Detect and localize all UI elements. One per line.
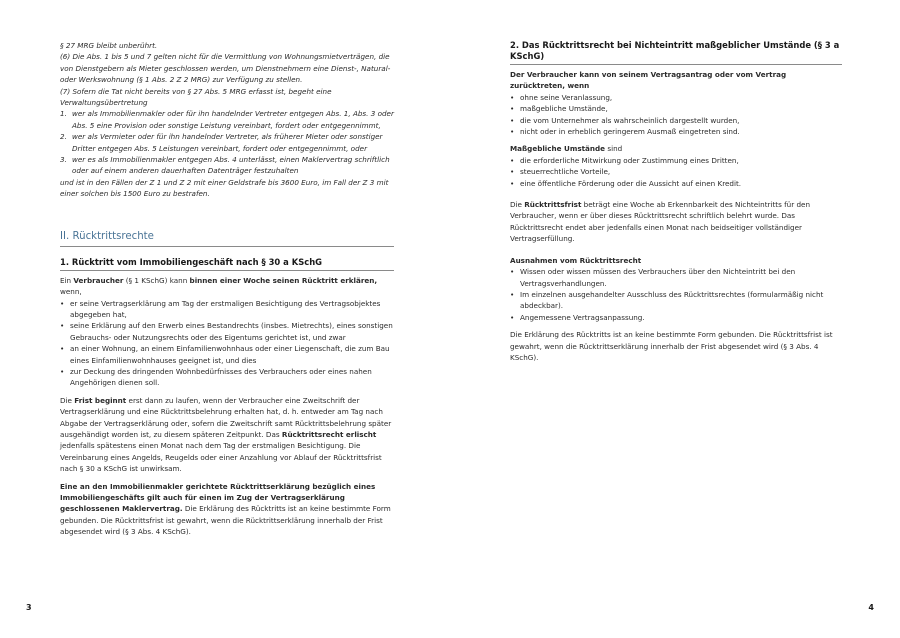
- list-item: • nicht oder in erheblich geringerem Ausmaß eingetreten sind.: [510, 127, 740, 137]
- bullet-icon: •: [510, 127, 515, 137]
- statute-excerpt: [60, 40, 394, 200]
- list-item: • die vom Unternehmer als wahrscheinlich dargestellt wurden,: [510, 115, 740, 125]
- subsection-title: 2. Das Rücktrittsrecht bei Nichteintritt maßgeblicher Umstände (§ 3 a KSchG): [510, 40, 842, 65]
- list-item: • Im einzelnen ausgehandelter Ausschluss des Rücktrittsrechtes (formularmäßig nicht abdeckbar).: [510, 289, 824, 311]
- bullet-icon: •: [510, 167, 515, 177]
- right-page: [450, 0, 900, 638]
- statute-line: (6) Die Abs. 1 bis 5 und 7 gelten nicht für die Vermittlung von Wohnungsmietverträgen, die von Dienstgebern als Mieter geschlossen werden, um Dienstnehmern eine Dienst-, Natural- oder Werkswohnung (§ 1 Abs. 2 Z 2 MRG) zur Verfügung zu stellen.: [60, 52, 391, 85]
- list-item: • steuerrechtliche Vorteile,: [510, 167, 611, 177]
- bullet-icon: •: [510, 267, 515, 277]
- list-item: • Wissen oder wissen müssen des Verbrauchers über den Nichteintritt bei den Vertragsverhandlungen.: [510, 267, 796, 288]
- exceptions-list: [510, 266, 842, 323]
- statute-line: und ist in den Fällen der Z 1 und Z 2 mit einer Geldstrafe bis 3600 Euro, im Fall der Z 3 mit einer solchen bis 1500 Euro zu bestrafen.: [60, 177, 389, 199]
- bullet-icon: •: [510, 115, 515, 125]
- bullet-icon: •: [60, 366, 65, 376]
- list-item: • eine öffentliche Förderung oder die Aussicht auf einen Kredit.: [510, 178, 742, 188]
- bullet-icon: •: [60, 321, 65, 331]
- bullet-icon: •: [510, 312, 515, 322]
- exceptions-heading: Ausnahmen vom Rücktrittsrecht: [510, 255, 642, 265]
- page-number: 4: [868, 603, 874, 612]
- lead-paragraph: Der Verbraucher kann von seinem Vertragsantrag oder vom Vertrag zurücktreten, wenn: [510, 70, 787, 91]
- list-item: • die erforderliche Mitwirkung oder Zustimmung eines Dritten,: [510, 155, 739, 165]
- list-item: • an einer Wohnung, an einem Einfamilienwohnhaus oder einer Liegenschaft, die zum Bau eines Einfamilienwohnhauses geeignet ist, und dies: [60, 344, 390, 365]
- conditions-list: [510, 92, 842, 138]
- statute-line: (7) Sofern die Tat nicht bereits von § 27 Abs. 5 MRG erfasst ist, begeht eine Verwaltungsübertretung: [60, 86, 332, 108]
- statute-item: 2. wer als Vermieter oder für ihn handelnder Vertreter, als früherer Mieter oder sonstiger Dritter entgegen Abs. 5 Leistungen vereinbart, fordert oder entgegennimmt, oder: [60, 132, 383, 153]
- closing-paragraph: Die Erklärung des Rücktritts ist an keine bestimmte Form gebunden. Die Rücktrittsfrist ist gewahrt, wenn die Rücktrittserklärung innerhalb der Frist abgesendet wird (§ 3 Abs. 4 KSchG).: [510, 330, 833, 362]
- conditions-list: [60, 298, 394, 389]
- page-number: 3: [26, 603, 32, 612]
- list-item: • seine Erklärung auf den Erwerb eines Bestandrechts (insbes. Mietrechts), eines sonstigen Gebrauchs- oder Nutzungsrechts oder des Eigentums gerichtet ist, und zwar: [60, 321, 393, 342]
- statute-item: 1. wer als Immobilienmakler oder für ihn handelnder Vertreter entgegen Abs. 1, Abs. 3 oder Abs. 5 eine Provision oder sonstige Leistung vereinbart, fordert oder entgegennimmt,: [60, 109, 394, 130]
- bullet-icon: •: [510, 155, 515, 165]
- bullet-icon: •: [60, 344, 65, 354]
- list-item: • zur Deckung des dringenden Wohnbedürfnisses des Verbrauchers oder eines nahen Angehörigen dienen soll.: [60, 366, 372, 388]
- statute-item: 3. wer es als Immobilienmakler entgegen Abs. 4 unterlässt, einen Maklervertrag schriftlich oder auf einem anderen dauerhaften Datenträger festzuhalten: [60, 155, 390, 176]
- left-column: [60, 40, 394, 538]
- circumstances-lead: Maßgebliche Umstände sind: [510, 144, 623, 154]
- bullet-icon: •: [510, 178, 515, 188]
- deadline-paragraph: Die Frist beginnt erst dann zu laufen, wenn der Verbraucher eine Zweitschrift der Vertragserklärung und eine Rücktrittsbelehrung erhalten hat, d. h. entweder am Tag nach Abgabe der Vertragserklärung oder, sofern die Zweitschrift samt Rücktrittsbelehrung später ausgehändigt worden ist, zu diesem späteren Zeitpunkt. Das Rücktrittsrecht erlischt jedenfalls spätestens einen Monat nach dem Tag der erstmaligen Besichtigung. Die Vereinbarung eines Angelds, Reugelds oder einer Anzahlung vor Ablauf der Rücktrittsfrist nach § 30 a KSchG ist unwirksam.: [60, 395, 392, 474]
- bullet-icon: •: [510, 289, 515, 299]
- bullet-icon: •: [510, 92, 515, 102]
- broker-paragraph: Eine an den Immobilienmakler gerichtete Rücktrittserklärung bezüglich eines Immobiliengeschäfts gilt auch für einen im Zug der Vertragserklärung geschlossenen Maklervertrag. Die Erklärung des Rücktritts ist an keine bestimmte Form gebunden. Die Rücktrittsfrist ist gewahrt, wenn die Rücktrittserklärung innerhalb der Frist abgesendet wird (§ 3 Abs. 4 KSchG).: [60, 481, 391, 537]
- statute-line: § 27 MRG bleibt unberührt.: [60, 41, 158, 50]
- list-item: • er seine Vertragserklärung am Tag der erstmaligen Besichtigung des Vertragsobjektes abgegeben hat,: [60, 298, 381, 319]
- circumstances-list: [510, 155, 842, 189]
- list-item: • maßgebliche Umstände,: [510, 104, 608, 114]
- bullet-icon: •: [60, 298, 65, 308]
- right-column: [510, 40, 842, 363]
- subsection-title: 1. Rücktritt vom Immobiliengeschäft nach § 30 a KSchG: [60, 257, 394, 271]
- intro-paragraph: Ein Verbraucher (§ 1 KSchG) kann binnen einer Woche seinen Rücktritt erklären, wenn,: [60, 275, 378, 297]
- list-item: • ohne seine Veranlassung,: [510, 92, 613, 102]
- section-title: II. Rücktrittsrechte: [60, 230, 394, 247]
- list-item: • Angemessene Vertragsanpassung.: [510, 312, 645, 322]
- bullet-icon: •: [510, 104, 515, 114]
- deadline-paragraph: Die Rücktrittsfrist beträgt eine Woche ab Erkennbarkeit des Nichteintritts für den Verbraucher, wenn er über dieses Rücktrittsrecht schriftlich belehrt wurde. Das Rücktrittsrecht endet aber jedenfalls einen Monat nach beidseitiger vollständiger Vertragserfüllung.: [510, 200, 811, 244]
